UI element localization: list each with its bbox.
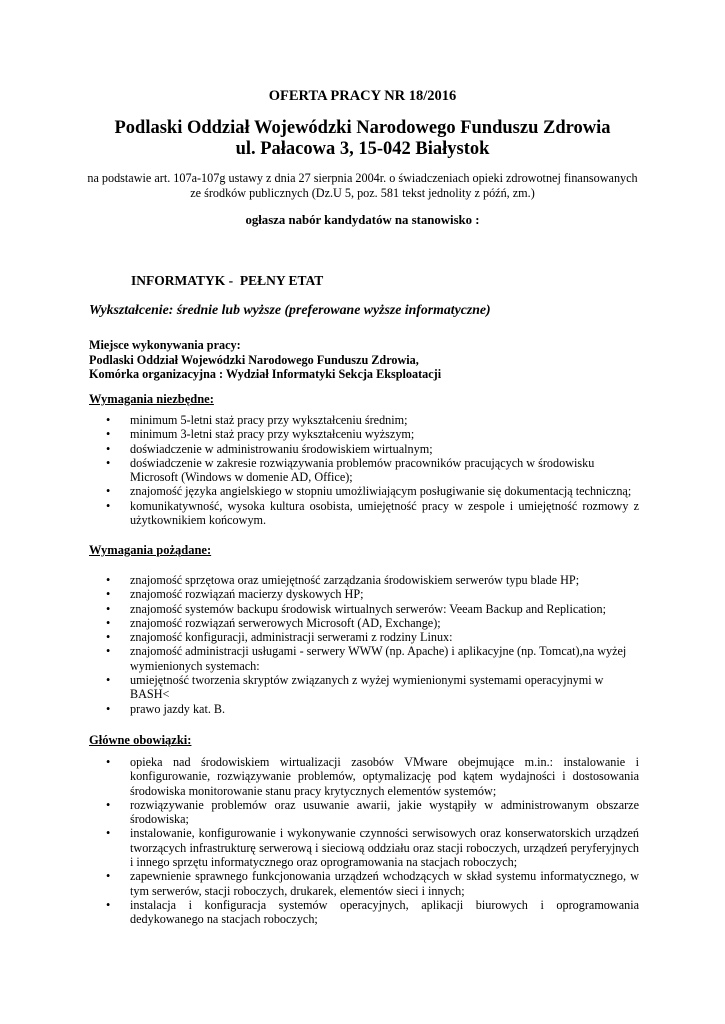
duties-heading: Główne obowiązki: <box>89 733 192 747</box>
required-list <box>89 413 639 527</box>
list-item: • znajomość konfiguracji, administracji serwerami z rodziny Linux: <box>89 630 639 644</box>
organization-name: Podlaski Oddział Wojewódzki Narodowego Funduszu Zdrowia <box>114 118 611 138</box>
list-item: • znajomość języka angielskiego w stopniu umożliwiającym posługiwanie się dokumentacją techniczną; <box>89 484 639 498</box>
offer-title: OFERTA PRACY NR 18/2016 <box>268 88 457 104</box>
list-item: • doświadczenie w administrowaniu środowiskiem wirtualnym; <box>89 442 639 456</box>
list-item: • instalowanie, konfigurowanie i wykonywanie czynności serwisowych oraz konserwatorskich urządzeń tworzących infrastrukturę serwerową i sieciową oddziału oraz stacji roboczych, urządzeń peryferyjnych i innego sprzętu informatycznego oraz oprogramowania na stacjach roboczych; <box>89 826 639 869</box>
list-item: • rozwiązywanie problemów oraz usuwanie awarii, jakie wystąpiły w administrowanym obszarze środowiska; <box>89 798 639 827</box>
list-item: • znajomość sprzętowa oraz umiejętność zarządzania środowiskiem serwerów typu blade HP; <box>89 573 639 587</box>
list-item: • opieka nad środowiskiem wirtualizacji zasobów VMware obejmujące m.in.: instalowanie i konfigurowanie, rozwiązywanie problemów, optymalizację pod kątem wydajności i dostosowania środowiska monitorowanie stanu pracy krytycznych elementów systemów; <box>89 755 639 798</box>
list-item: • znajomość rozwiązań serwerowych Microsoft (AD, Exchange); <box>89 616 639 630</box>
list-item: • doświadczenie w zakresie rozwiązywania problemów pracowników pracujących w środowisku Microsoft (Windows w domenie AD, Office); <box>89 456 639 485</box>
workplace-block <box>89 338 441 382</box>
list-item: • zapewnienie sprawnego funkcjonowania urządzeń wchodzących w skład systemu informatycznego, w tym serwerów, stacji roboczych, drukarek, elementów sieci i innych; <box>89 869 639 898</box>
education-requirement: Wykształcenie: średnie lub wyższe (preferowane wyższe informatyczne) <box>89 302 491 317</box>
workplace-label: Miejsce wykonywania pracy: <box>89 338 241 352</box>
list-item: • minimum 5-letni staż pracy przy wykształceniu średnim; <box>89 413 639 427</box>
workplace-line: Podlaski Oddział Wojewódzki Narodowego Funduszu Zdrowia, <box>89 352 419 367</box>
list-item: • umiejętność tworzenia skryptów związanych z wyżej wymienionymi systemami operacyjnymi w BASH< <box>89 673 639 702</box>
workplace-line: Komórka organizacyjna : Wydział Informatyki Sekcja Eksploatacji <box>89 367 442 382</box>
list-item: • komunikatywność, wysoka kultura osobista, umiejętność pracy w zespole i umiejętność rozmowy z użytkownikiem końcowym. <box>89 499 639 528</box>
position-title: INFORMATYK - PEŁNY ETAT <box>131 273 324 288</box>
list-item: • instalacja i konfiguracja systemów operacyjnych, aplikacji biurowych i oprogramowania dedykowanego na stacjach roboczych; <box>89 898 639 927</box>
required-heading: Wymagania niezbędne: <box>89 392 214 406</box>
list-item: • znajomość rozwiązań macierzy dyskowych HP; <box>89 587 639 601</box>
legal-basis <box>0 171 725 200</box>
announcement: ogłasza nabór kandydatów na stanowisko : <box>245 213 480 227</box>
organization-block <box>0 118 725 160</box>
list-item: • znajomość systemów backupu środowisk wirtualnych serwerów: Veeam Backup and Replication; <box>89 602 639 616</box>
legal-basis-line: ze środków publicznych (Dz.U 5, poz. 581 tekst jednolity z późń, zm.) <box>190 185 535 200</box>
duties-list <box>89 755 639 927</box>
desired-heading: Wymagania pożądane: <box>89 543 212 557</box>
desired-list <box>89 573 639 716</box>
list-item: • minimum 3-letni staż pracy przy wykształceniu wyższym; <box>89 427 639 441</box>
list-item: • znajomość administracji usługami - serwery WWW (np. Apache) i aplikacyjne (np. Tomcat),na wyżej wymienionych systemach: <box>89 644 639 673</box>
list-item: • prawo jazdy kat. B. <box>89 702 639 716</box>
organization-address: ul. Pałacowa 3, 15-042 Białystok <box>235 139 490 159</box>
legal-basis-line: na podstawie art. 107a-107g ustawy z dnia 27 sierpnia 2004r. o świadczeniach opieki zdrowotnej finansowanych <box>87 171 638 185</box>
